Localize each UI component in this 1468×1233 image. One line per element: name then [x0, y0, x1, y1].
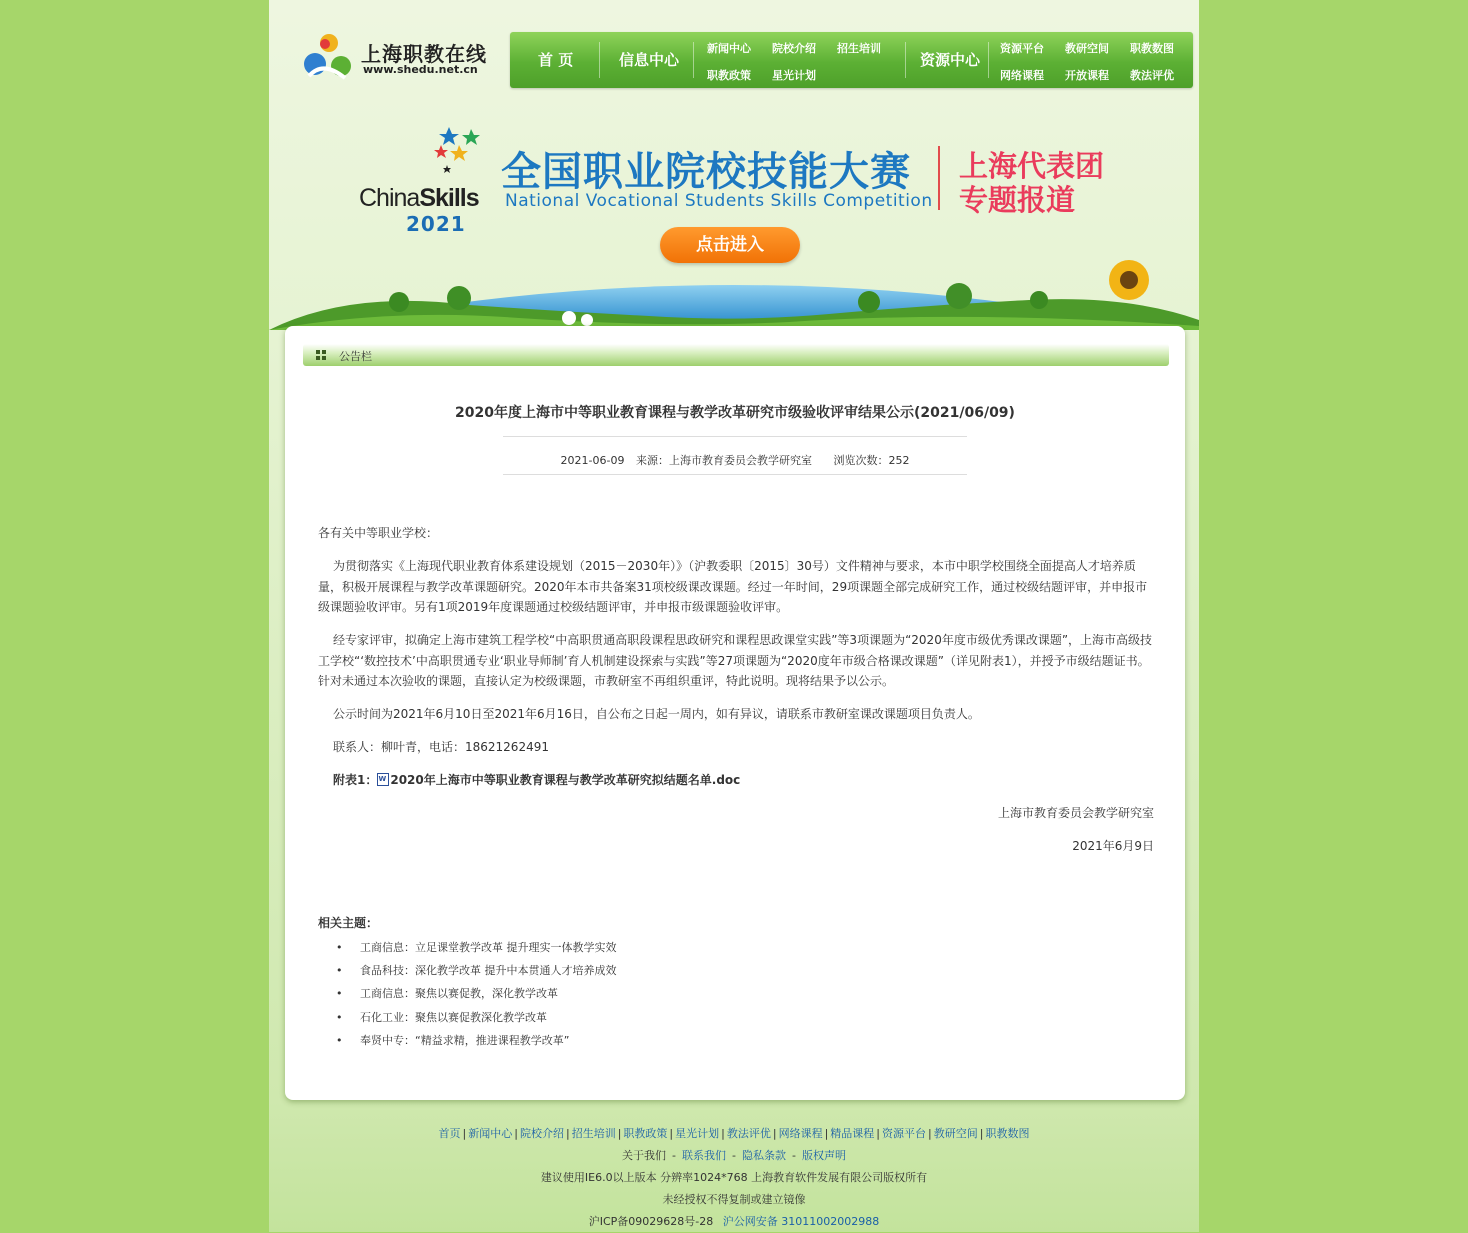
- footer-link-research-space[interactable]: 教研空间: [933, 1127, 978, 1140]
- footer: [269, 1123, 1199, 1233]
- nav-teaching-eval[interactable]: 教法评优: [1130, 69, 1174, 82]
- board-header: [303, 344, 1169, 366]
- content-panel: [285, 326, 1185, 1100]
- footer-link-teaching-eval[interactable]: 教法评优: [726, 1127, 771, 1140]
- nav-resource-platform[interactable]: 资源平台: [1000, 42, 1044, 55]
- footer-links: 首页 | 新闻中心 | 院校介绍 | 招生培训 | 职教政策 | 星光计划 | 教法评优 | 网络课程 | 精品课程 | 资源平台 | 教研空间 | 职教数图: [438, 1127, 1030, 1140]
- footer-link-schools[interactable]: 院校介绍: [519, 1127, 564, 1140]
- grid-icon: [316, 350, 326, 360]
- enter-button[interactable]: 点击进入: [660, 227, 800, 263]
- team-title-line1: 上海代表团: [959, 149, 1105, 183]
- nav-research-space[interactable]: 教研空间: [1065, 42, 1109, 55]
- footer-record-row: [269, 1211, 1199, 1233]
- article-paragraph: 为贯彻落实《上海现代职业教育体系建设规划（2015－2030年）》（沪教委职〔2015〕30号）文件精神与要求，本市中职学校围绕全面提高人才培养质量，积极开展课程与教学改革课题研究。2020年本市共备案31项校级课改课题。经过一年时间，29项课题全部完成研究工作，通过校级结题评审，并申报市级课题验收评审。另有1项2019年度课题通过校级结题评审，并申报市级课题验收评审。: [318, 559, 1148, 614]
- meta-divider: [503, 474, 967, 475]
- nav-divider: [988, 42, 989, 78]
- stars-icon: [429, 125, 489, 180]
- competition-title-cn: 全国职业院校技能大赛: [501, 149, 911, 195]
- footer-browser-note: 建议使用IE6.0以上版本 分辨率1024*768 上海教育软件发展有限公司版权所有: [540, 1171, 928, 1184]
- nav-divider: [599, 42, 600, 78]
- footer-link-news[interactable]: 新闻中心: [468, 1127, 513, 1140]
- related-item[interactable]: • 工商信息：立足课堂教学改革 提升理实一体教学实效: [318, 936, 617, 959]
- footer-contact-us[interactable]: 联系我们: [682, 1149, 726, 1162]
- nav-online-course[interactable]: 网络课程: [1000, 69, 1044, 82]
- article-source: 来源：上海市教育委员会教学研究室: [635, 454, 812, 467]
- board-label: 公告栏: [339, 350, 372, 363]
- attachment-label: 附表1：: [333, 773, 378, 787]
- footer-link-online-course[interactable]: 网络课程: [778, 1127, 823, 1140]
- chinaskills-wordmark: ChinaSkills: [359, 184, 479, 212]
- article-body: [318, 523, 1154, 869]
- footer-copyright[interactable]: 版权声明: [801, 1149, 846, 1162]
- footer-link-policy[interactable]: 职教政策: [623, 1127, 668, 1140]
- footer-link-enroll[interactable]: 招生培训: [571, 1127, 616, 1140]
- article-paragraph: 公示时间为2021年6月10日至2021年6月16日，自公布之日起一周内，如有异议，请联系市教研室课改课题项目负责人。: [333, 707, 980, 721]
- nav-policy[interactable]: 职教政策: [707, 69, 751, 82]
- svg-text:W: W: [378, 775, 387, 783]
- attachment-row: [318, 770, 1154, 791]
- article-title: 2020年度上海市中等职业教育课程与教学改革研究市级验收评审结果公示(2021/06/09): [455, 405, 1015, 421]
- article-paragraph: 经专家评审，拟确定上海市建筑工程学校“中高职贯通高职段课程思政研究和课程思政课堂实践”等3项课题为“2020年度市级优秀课改课题”，上海市高级技工学校“‘数控技术’中高职贯通专业‘职业导师制’育人机制建设探索与实践”等27项课题为“2020度年市级合格课改课题”（详见附表1），并授予市级结题证书。针对未通过本次验收的课题，直接认定为校级课题，市教研室不再组织重评，特此说明。现将结果予以公示。: [318, 633, 1153, 688]
- main-nav: [510, 32, 1193, 88]
- nav-home[interactable]: 首 页: [538, 51, 574, 69]
- site-logo[interactable]: [301, 30, 491, 90]
- footer-privacy[interactable]: 隐私条款: [741, 1149, 786, 1162]
- nav-news[interactable]: 新闻中心: [707, 42, 751, 55]
- nav-resource-center[interactable]: 资源中心: [920, 51, 981, 69]
- footer-icp[interactable]: 沪ICP备09029628号-28: [588, 1215, 714, 1228]
- article-signature: 上海市教育委员会教学研究室: [997, 806, 1154, 820]
- competition-title-en: National Vocational Students Skills Competition: [505, 191, 933, 211]
- article-greeting: 各有关中等职业学校：: [318, 526, 439, 540]
- article-meta: [285, 452, 1185, 468]
- nav-starlight[interactable]: 星光计划: [772, 69, 816, 82]
- nav-data[interactable]: 职教数图: [1130, 42, 1174, 55]
- article-contact: 联系人：柳叶青，电话：18621262491: [333, 740, 549, 754]
- attachment-link[interactable]: 2020年上海市中等职业教育课程与教学改革研究拟结题名单.doc: [390, 773, 741, 787]
- related-item[interactable]: • 食品科技：深化教学改革 提升中本贯通人才培养成效: [318, 959, 617, 982]
- related-item[interactable]: • 奉贤中专：“精益求精，推进课程教学改革”: [318, 1029, 617, 1052]
- related-list: [318, 936, 617, 1052]
- nav-enroll[interactable]: 招生培训: [837, 42, 881, 55]
- nav-open-course[interactable]: 开放课程: [1065, 69, 1109, 82]
- footer-about-us[interactable]: 关于我们: [622, 1149, 667, 1162]
- related-item[interactable]: • 石化工业：聚焦以赛促教深化教学改革: [318, 1006, 617, 1029]
- page: [269, 0, 1199, 1232]
- logo-name: 上海职教在线: [361, 42, 487, 66]
- article-views: 浏览次数：252: [833, 454, 910, 467]
- meta-divider: [503, 436, 967, 437]
- logo-url: www.shedu.net.cn: [363, 63, 478, 76]
- nav-schools[interactable]: 院校介绍: [772, 42, 816, 55]
- related-item[interactable]: • 工商信息：聚焦以赛促教，深化教学改革: [318, 982, 617, 1005]
- article-date: 2021-06-09: [560, 454, 625, 467]
- banner-divider: [938, 146, 940, 210]
- footer-copy-note: 未经授权不得复制或建立镜像: [662, 1193, 806, 1206]
- nav-info-center[interactable]: 信息中心: [619, 51, 680, 69]
- word-doc-icon: [377, 773, 389, 786]
- logo-icon: [301, 30, 357, 86]
- footer-link-starlight[interactable]: 星光计划: [675, 1127, 720, 1140]
- footer-link-resource-platform[interactable]: 资源平台: [882, 1127, 927, 1140]
- footer-link-quality-course[interactable]: 精品课程: [830, 1127, 875, 1140]
- team-title-line2: 专题报道: [959, 183, 1076, 217]
- footer-police-record[interactable]: 沪公网安备 31011002002988: [722, 1215, 880, 1228]
- footer-link-data[interactable]: 职教数图: [985, 1127, 1030, 1140]
- chinaskills-year: 2021: [406, 212, 466, 236]
- chinaskills-banner[interactable]: [269, 100, 1199, 330]
- related-heading: 相关主题：: [318, 916, 379, 930]
- nav-divider: [905, 42, 906, 78]
- nav-divider: [693, 42, 694, 78]
- article-sign-date: 2021年6月9日: [1072, 839, 1154, 853]
- footer-about-row: 关于我们 - 联系我们 - 隐私条款 - 版权声明: [622, 1149, 846, 1162]
- footer-link-home[interactable]: 首页: [438, 1127, 461, 1140]
